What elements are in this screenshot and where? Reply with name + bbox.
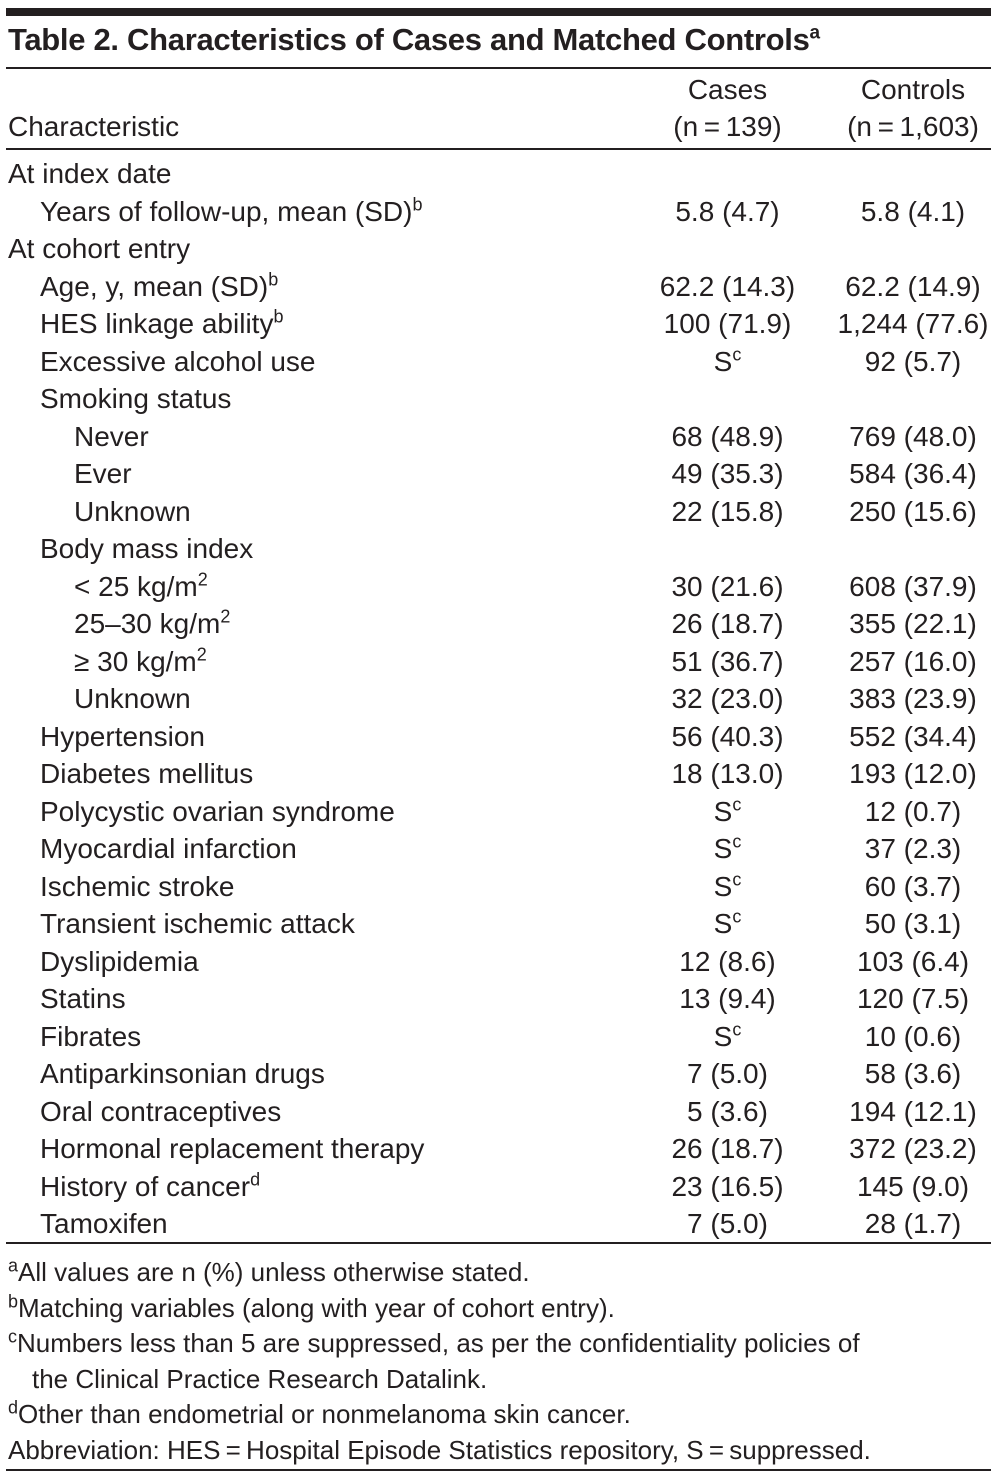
row-label-text: Transient ischemic attack <box>40 908 355 939</box>
cases-value-text: 26 (18.7) <box>671 608 784 639</box>
row-label <box>74 643 207 681</box>
footnote-mark: c <box>8 1326 17 1347</box>
controls-value: 584 (36.4) <box>849 458 977 489</box>
row-label-text: Age, y, mean (SD) <box>40 270 269 302</box>
table-row <box>0 868 995 906</box>
cases-value <box>640 755 815 793</box>
row-label <box>40 793 395 831</box>
title-text: Table 2. Characteristics of Cases and Matched Controls <box>8 22 810 57</box>
row-label-text: Diabetes mellitus <box>40 758 254 789</box>
table-row <box>0 343 995 381</box>
row-label-text: Smoking status <box>40 383 232 414</box>
header-controls-label: Controls <box>860 74 966 105</box>
row-label <box>40 868 235 906</box>
footnote-mark: c <box>732 1019 742 1040</box>
cases-value-text: S <box>713 870 733 902</box>
footnote <box>8 1326 871 1362</box>
row-label <box>74 680 191 718</box>
header-cases <box>640 71 815 145</box>
row-label-text: At index date <box>8 158 172 189</box>
cases-value-text: S <box>713 833 733 864</box>
controls-value: 28 (1.7) <box>864 1208 962 1239</box>
table-row <box>0 493 995 531</box>
row-label <box>40 268 278 306</box>
footnote-mark: b <box>8 1290 19 1311</box>
cases-value <box>640 830 815 868</box>
cases-value <box>640 343 815 381</box>
footnote-mark: 2 <box>197 569 208 590</box>
body-rule <box>6 1242 991 1244</box>
cases-value-text: 32 (23.0) <box>671 683 784 714</box>
row-label <box>40 943 199 981</box>
row-label <box>40 530 253 568</box>
controls-value: 92 (5.7) <box>864 345 962 377</box>
cases-value-text: 51 (36.7) <box>671 645 784 677</box>
row-label <box>8 155 171 193</box>
row-label <box>40 1130 424 1168</box>
header-controls-n: (n = 1,603) <box>847 111 979 142</box>
table-row <box>0 718 995 756</box>
row-label <box>40 193 422 231</box>
cases-value-text: S <box>713 345 733 377</box>
table-row <box>0 1018 995 1056</box>
controls-value: 257 (16.0) <box>849 645 977 677</box>
cases-value-text: 23 (16.5) <box>671 1170 784 1202</box>
table-row <box>0 155 995 193</box>
footnote-continuation: the Clinical Practice Research Datalink. <box>32 1363 488 1394</box>
cases-value <box>640 1205 815 1243</box>
table-row <box>0 830 995 868</box>
header-characteristic: Characteristic <box>8 111 180 142</box>
footnote-mark: b <box>268 269 279 290</box>
cases-value-text: 62.2 (14.3) <box>659 270 796 302</box>
controls-value: 60 (3.7) <box>864 870 962 902</box>
table-title <box>8 22 820 58</box>
footnote-mark: c <box>732 869 742 890</box>
row-label <box>40 1018 141 1056</box>
controls-value: 120 (7.5) <box>856 983 970 1014</box>
row-label-text: Unknown <box>74 683 191 714</box>
row-label-text: Ever <box>74 458 132 489</box>
controls-value: 193 (12.0) <box>849 758 977 789</box>
row-label-text: Myocardial infarction <box>40 833 297 864</box>
cases-value <box>640 193 815 231</box>
table-row <box>0 905 995 943</box>
table-row <box>0 1055 995 1093</box>
footnote-text: Other than endometrial or nonmelanoma skin cancer. <box>18 1399 631 1429</box>
footnote-mark: c <box>732 794 742 815</box>
footnote-mark: 2 <box>220 606 231 627</box>
table-row <box>0 455 995 493</box>
row-label-text: 25–30 kg/m <box>74 608 221 639</box>
table-row <box>0 380 995 418</box>
footnote <box>8 1433 871 1469</box>
cases-value <box>640 718 815 756</box>
table-row <box>0 980 995 1018</box>
row-label-text: Body mass index <box>40 533 254 564</box>
table-row <box>0 530 995 568</box>
header-cases-label: Cases <box>687 74 768 105</box>
controls-value: 383 (23.9) <box>849 683 977 714</box>
cases-value-text: 5 (3.6) <box>687 1095 768 1127</box>
table-row <box>0 1168 995 1206</box>
footnote-mark: 2 <box>196 644 207 665</box>
row-label <box>74 418 149 456</box>
table-row <box>0 755 995 793</box>
table-row <box>0 1093 995 1131</box>
row-label-text: HES linkage ability <box>40 308 274 339</box>
cases-value-text: 5.8 (4.7) <box>675 195 780 227</box>
controls-value: 5.8 (4.1) <box>860 195 966 227</box>
row-label-text: History of cancer <box>40 1170 251 1202</box>
row-label-text: Excessive alcohol use <box>40 345 316 377</box>
controls-value: 145 (9.0) <box>856 1170 970 1202</box>
cases-value-text: 68 (48.9) <box>671 420 784 452</box>
cases-value <box>640 1168 815 1206</box>
row-label <box>40 380 231 418</box>
controls-value: 1,244 (77.6) <box>837 308 989 339</box>
cases-value-text: 18 (13.0) <box>671 758 784 789</box>
table-body <box>0 155 995 1243</box>
header-cases-n: (n = 139) <box>673 111 782 142</box>
cases-value-text: S <box>713 795 733 827</box>
cases-value <box>640 1018 815 1056</box>
row-label <box>40 755 253 793</box>
table-row <box>0 793 995 831</box>
top-rule <box>6 8 991 16</box>
cases-value <box>640 943 815 981</box>
cases-value-text: 26 (18.7) <box>671 1133 784 1164</box>
controls-value: 12 (0.7) <box>864 795 962 827</box>
cases-value-text: 56 (40.3) <box>671 720 784 752</box>
table-row <box>0 268 995 306</box>
row-label-text: Ischemic stroke <box>40 870 235 902</box>
cases-value <box>640 605 815 643</box>
table-row <box>0 568 995 606</box>
controls-value: 552 (34.4) <box>849 720 977 752</box>
controls-value: 103 (6.4) <box>856 945 970 977</box>
row-label <box>74 455 132 493</box>
row-label-text: At cohort entry <box>8 233 191 264</box>
cases-value <box>640 793 815 831</box>
row-label-text: Hypertension <box>40 720 205 752</box>
cases-value <box>640 268 815 306</box>
row-label <box>40 905 355 943</box>
controls-value: 62.2 (14.9) <box>845 270 981 302</box>
table-row <box>0 643 995 681</box>
controls-value: 50 (3.1) <box>864 908 962 939</box>
cases-value <box>640 568 815 606</box>
row-label <box>40 1093 281 1131</box>
row-label <box>40 1055 325 1093</box>
cases-value-text: 13 (9.4) <box>679 983 776 1014</box>
table-row <box>0 1130 995 1168</box>
footnote <box>8 1255 871 1291</box>
table-row <box>0 305 995 343</box>
table-row <box>0 605 995 643</box>
cases-value <box>640 980 815 1018</box>
cases-value <box>640 305 815 343</box>
controls-value: 58 (3.6) <box>864 1058 962 1089</box>
controls-value: 769 (48.0) <box>849 420 977 452</box>
row-label-text: Antiparkinsonian drugs <box>40 1058 325 1089</box>
row-label <box>40 830 297 868</box>
row-label <box>74 605 230 643</box>
row-label-text: Unknown <box>74 495 191 527</box>
cases-value <box>640 905 815 943</box>
row-label-text: Fibrates <box>40 1020 142 1052</box>
cases-value <box>640 1130 815 1168</box>
row-label-text: Dyslipidemia <box>40 945 199 977</box>
cases-value <box>640 493 815 531</box>
row-label <box>74 493 191 531</box>
row-label-text: Hormonal replacement therapy <box>40 1133 425 1164</box>
row-label-text: Polycystic ovarian syndrome <box>40 795 395 827</box>
footnote-mark: a <box>8 1255 19 1276</box>
controls-value: 372 (23.2) <box>849 1133 977 1164</box>
row-label-text: Tamoxifen <box>40 1208 168 1239</box>
row-label-text: < 25 kg/m <box>74 570 198 602</box>
row-label-text: Never <box>74 420 149 452</box>
cases-value-text: 7 (5.0) <box>687 1208 768 1239</box>
cases-value <box>640 455 815 493</box>
cases-value-text: 49 (35.3) <box>671 458 784 489</box>
footnote-mark: b <box>273 306 284 327</box>
footnote-mark: d <box>8 1397 19 1418</box>
cases-value-text: 22 (15.8) <box>671 495 784 527</box>
footnote-mark: d <box>250 1169 261 1190</box>
row-label <box>40 1205 168 1243</box>
row-label-text: Years of follow-up, mean (SD) <box>40 195 413 227</box>
cases-value <box>640 680 815 718</box>
controls-value: 194 (12.1) <box>849 1095 977 1127</box>
table-row <box>0 230 995 268</box>
row-label-text: ≥ 30 kg/m <box>74 645 197 677</box>
table-row <box>0 943 995 981</box>
footnote-mark: c <box>732 344 742 365</box>
cases-value-text: 12 (8.6) <box>679 945 776 977</box>
footnote <box>8 1291 871 1327</box>
row-label <box>40 718 205 756</box>
footnote-text: Abbreviation: HES = Hospital Episode Statistics repository, S = suppressed. <box>8 1434 871 1465</box>
table-row <box>0 680 995 718</box>
controls-value: 10 (0.6) <box>864 1020 962 1052</box>
cases-value <box>640 1055 815 1093</box>
cases-value <box>640 868 815 906</box>
cases-value-text: 30 (21.6) <box>671 570 784 602</box>
footnote-mark: c <box>732 906 742 927</box>
row-label <box>40 305 283 343</box>
cases-value-text: 7 (5.0) <box>687 1058 768 1089</box>
table-row <box>0 1205 995 1243</box>
footnote-mark: c <box>732 831 742 852</box>
title-rule <box>6 67 991 69</box>
footnote <box>8 1397 871 1433</box>
footnote-text: Matching variables (along with year of cohort entry). <box>18 1292 615 1323</box>
row-label-text: Statins <box>40 983 126 1014</box>
controls-value: 608 (37.9) <box>849 570 977 602</box>
row-label-text: Oral contraceptives <box>40 1095 282 1127</box>
controls-value: 355 (22.1) <box>849 608 977 639</box>
row-label <box>40 980 126 1018</box>
title-footnote-mark: a <box>809 22 820 44</box>
table-row <box>0 418 995 456</box>
table-row <box>0 193 995 231</box>
header-controls <box>828 71 995 145</box>
cases-value-text: 100 (71.9) <box>663 308 792 339</box>
footnote-mark: b <box>412 194 423 215</box>
header-rule <box>6 148 991 150</box>
footnote-text: All values are n (%) unless otherwise stated. <box>18 1257 530 1287</box>
cases-value <box>640 1093 815 1131</box>
row-label <box>40 343 315 381</box>
row-label <box>40 1168 260 1206</box>
controls-value: 37 (2.3) <box>864 833 962 864</box>
cases-value <box>640 643 815 681</box>
row-label <box>74 568 208 606</box>
bottom-rule <box>6 1469 991 1471</box>
controls-value: 250 (15.6) <box>849 495 977 527</box>
cases-value-text: S <box>713 1020 733 1052</box>
cases-value <box>640 418 815 456</box>
footnotes <box>8 1255 871 1468</box>
footnote-text: Numbers less than 5 are suppressed, as per the confidentiality policies of <box>17 1328 860 1358</box>
row-label <box>8 230 190 268</box>
cases-value-text: S <box>713 908 733 939</box>
